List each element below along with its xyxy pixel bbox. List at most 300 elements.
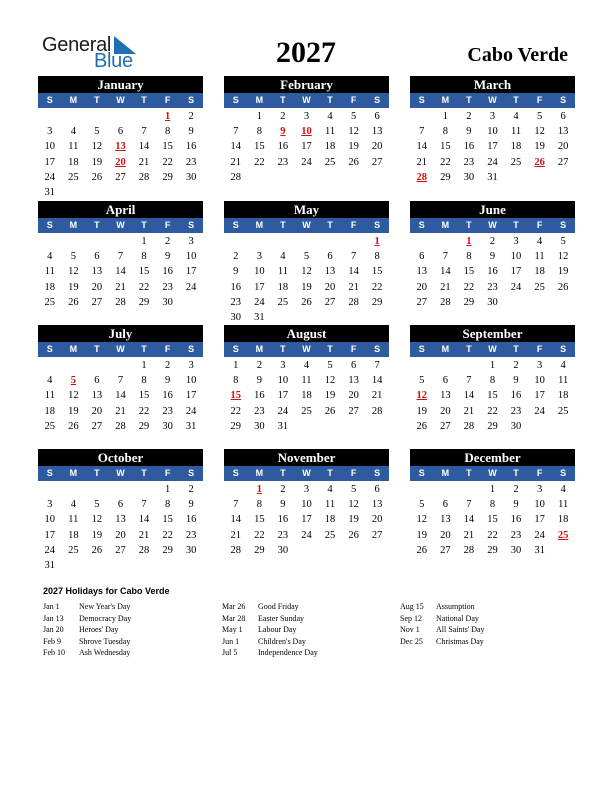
day-cell: 16 [277,141,289,153]
day-cell: 28 [138,171,150,183]
day-cell: 4 [70,499,76,511]
day-cell: 18 [68,529,79,541]
day-cell: 28 [138,544,150,556]
day-cell: 5 [303,251,310,263]
day-cell: 1 [141,236,147,247]
day-cell: 9 [164,375,171,387]
holiday-item [400,636,580,648]
holiday-name: Labour Day [258,625,297,634]
day-cell: 7 [419,126,425,138]
day-cell: 28 [463,420,475,432]
day-cell: 18 [324,141,336,153]
month-title: January [38,76,203,93]
day-cell: 22 [138,405,150,417]
day-cell: 21 [463,405,475,417]
day-cell: 9 [188,126,194,138]
weekday-label: S [418,220,425,230]
day-cell: 8 [141,375,147,387]
weekday-label: S [560,95,567,105]
weekday-label: M [255,468,264,478]
month-april [38,201,203,310]
day-cell: 4 [560,484,566,495]
weekday-label: F [164,95,171,105]
weekday-label: T [513,220,519,230]
empty-cell [342,234,366,249]
holiday-name: Democracy Day [79,613,132,623]
day-cell: 31 [277,420,289,432]
day-cell: 19 [91,529,103,541]
holiday-name: Independence Day [258,648,318,657]
weekday-label: F [536,344,543,354]
day-grid [410,481,575,558]
day-cell: 8 [442,126,448,138]
day-cell: 7 [233,126,239,138]
month-title: February [224,76,389,93]
day-cell: 21 [138,529,150,541]
weekday-header [410,218,575,233]
weekday-label: T [466,220,472,230]
day-cell: 16 [277,514,289,526]
month-title: May [224,201,389,218]
day-cell: 30 [185,171,197,183]
empty-cell [109,358,133,373]
day-cell: 30 [162,420,173,432]
day-cell: 1 [141,360,147,371]
weekday-label: S [374,95,381,105]
day-cell: 19 [324,390,336,402]
weekday-label: T [280,344,286,354]
day-grid [410,357,575,434]
day-cell: 11 [68,141,79,153]
day-cell: 2 [164,360,171,371]
day-cell: 26 [416,544,428,556]
day-cell: 18 [557,390,569,402]
empty-cell [434,234,458,249]
holiday-day-cell: 20 [115,156,126,168]
day-cell: 20 [440,405,451,417]
weekday-label: S [374,344,381,354]
day-cell: 22 [487,405,498,417]
day-cell: 30 [277,544,289,556]
day-cell: 4 [47,375,53,387]
holiday-item [43,647,223,659]
day-grid [224,481,389,558]
weekday-label: S [232,220,239,230]
day-cell: 17 [44,529,56,541]
day-cell: 15 [138,266,150,278]
day-cell: 25 [68,544,79,556]
day-cell: 3 [536,484,543,495]
weekday-label: F [164,344,171,354]
day-cell: 6 [560,111,566,122]
day-cell: 8 [256,499,262,511]
day-cell: 7 [466,499,472,511]
holiday-day-cell: 1 [374,236,380,247]
weekday-label: M [441,95,450,105]
day-cell: 4 [280,251,286,263]
weekday-header [38,342,203,357]
day-cell: 11 [301,375,312,387]
day-cell: 22 [162,156,173,168]
weekday-label: S [560,220,567,230]
day-cell: 27 [348,405,359,417]
day-cell: 13 [371,126,383,138]
month-may [224,201,389,325]
day-cell: 10 [44,141,56,153]
day-cell: 6 [442,375,448,387]
empty-cell [62,109,86,124]
day-cell: 5 [419,499,425,511]
day-cell: 24 [301,529,312,541]
holiday-item [400,601,580,613]
day-cell: 17 [185,266,197,278]
holiday-date: Nov 1 [400,625,420,634]
day-cell: 22 [138,281,150,293]
day-cell: 25 [44,420,56,432]
day-cell: 17 [254,281,265,293]
day-grid [224,108,389,185]
day-cell: 17 [487,141,498,153]
holiday-name: Heroes' Day [79,625,119,634]
weekday-label: T [327,344,333,354]
day-grid [38,108,203,200]
day-cell: 18 [534,266,545,278]
day-cell: 5 [327,360,333,371]
day-cell: 12 [557,251,569,263]
weekday-label: F [164,468,171,478]
empty-cell [132,109,156,124]
day-cell: 13 [416,266,428,278]
holiday-day-cell: 28 [416,171,428,183]
day-cell: 1 [489,484,496,495]
day-cell: 19 [348,141,359,153]
day-cell: 16 [185,514,197,526]
day-cell: 17 [185,390,197,402]
empty-cell [410,482,434,497]
day-cell: 24 [301,156,312,168]
day-cell: 14 [138,141,150,153]
weekday-label: W [116,468,125,478]
weekday-label: T [94,468,100,478]
empty-cell [457,482,481,497]
empty-cell [38,482,62,497]
day-cell: 3 [513,236,519,247]
month-title: October [38,449,203,466]
day-cell: 27 [91,420,103,432]
day-cell: 10 [534,499,545,511]
day-cell: 10 [534,375,545,387]
weekday-label: T [94,220,100,230]
day-cell: 11 [558,499,569,511]
day-cell: 23 [185,529,197,541]
day-cell: 2 [280,111,286,122]
day-cell: 18 [557,514,569,526]
day-cell: 6 [442,499,448,511]
holiday-item [222,647,402,659]
empty-cell [410,234,434,249]
holiday-item [222,624,402,636]
day-cell: 28 [230,171,242,183]
day-cell: 22 [230,405,242,417]
day-grid [224,357,389,434]
empty-cell [434,482,458,497]
day-cell: 13 [557,126,569,138]
day-cell: 2 [513,484,519,495]
empty-cell [38,234,62,249]
weekday-label: T [327,220,333,230]
day-cell: 26 [301,296,312,308]
day-cell: 9 [466,126,472,138]
day-cell: 6 [350,360,357,371]
holiday-date: Dec 25 [400,636,423,646]
weekday-label: F [350,95,357,105]
holiday-name: Easter Sunday [258,613,304,623]
empty-cell [224,234,248,249]
day-cell: 31 [487,171,498,183]
day-cell: 29 [487,544,498,556]
weekday-label: M [255,344,264,354]
day-cell: 26 [68,296,79,308]
month-december [410,449,575,558]
day-cell: 21 [115,405,126,417]
day-cell: 13 [91,266,103,278]
day-cell: 1 [256,111,262,122]
day-cell: 18 [68,156,79,168]
day-cell: 20 [115,529,126,541]
holiday-name: All Saints' Day [436,625,485,634]
day-cell: 3 [303,484,310,495]
day-cell: 24 [277,405,289,417]
holiday-name: Good Friday [258,602,299,611]
day-cell: 25 [277,296,289,308]
holiday-name: Shrove Tuesday [79,636,131,646]
day-cell: 20 [371,141,383,153]
day-cell: 29 [138,420,150,432]
day-cell: 17 [534,514,545,526]
weekday-label: W [302,468,311,478]
day-cell: 23 [162,281,173,293]
day-cell: 21 [416,156,428,168]
day-cell: 12 [68,266,79,278]
day-cell: 24 [44,171,56,183]
holiday-day-cell: 1 [164,111,171,122]
day-cell: 31 [254,311,265,323]
day-cell: 15 [162,514,173,526]
logo-text-blue: Blue [94,50,133,72]
day-cell: 8 [466,251,472,263]
empty-cell [62,358,86,373]
day-cell: 30 [254,420,265,432]
weekday-label: F [350,344,357,354]
day-cell: 31 [44,186,56,198]
day-cell: 27 [557,156,569,168]
weekday-label: M [255,220,264,230]
empty-cell [295,234,319,249]
day-cell: 9 [513,375,519,387]
day-cell: 10 [185,375,197,387]
day-cell: 4 [327,111,333,122]
day-cell: 12 [416,514,428,526]
day-cell: 23 [463,156,475,168]
day-cell: 20 [440,529,451,541]
day-cell: 5 [419,375,425,387]
day-cell: 3 [188,236,194,247]
weekday-label: S [374,220,381,230]
day-cell: 23 [230,296,242,308]
holiday-date: Sep 12 [400,613,422,623]
day-cell: 11 [44,390,55,402]
day-grid [410,233,575,310]
month-title: April [38,201,203,218]
day-cell: 27 [371,529,383,541]
month-october [38,449,203,573]
weekday-header [410,93,575,108]
empty-cell [109,109,133,124]
day-cell: 20 [324,281,336,293]
day-cell: 10 [44,514,56,526]
month-title: September [410,325,575,342]
day-cell: 19 [348,514,359,526]
holiday-date: Mar 26 [222,602,246,611]
holiday-date: Jun 1 [222,636,240,646]
day-cell: 7 [374,360,380,371]
weekday-label: F [536,220,543,230]
weekday-label: S [560,344,567,354]
day-cell: 18 [277,281,289,293]
day-cell: 8 [374,251,380,263]
day-cell: 4 [560,360,566,371]
holiday-item [43,613,223,625]
weekday-label: W [302,344,311,354]
day-cell: 29 [440,171,451,183]
day-cell: 3 [280,360,286,371]
day-cell: 8 [233,375,239,387]
weekday-label: M [69,95,78,105]
day-cell: 25 [324,156,336,168]
day-cell: 14 [138,514,150,526]
day-cell: 4 [536,236,543,247]
month-february [224,76,389,185]
day-cell: 21 [230,529,242,541]
day-cell: 13 [324,266,336,278]
empty-cell [62,482,86,497]
holiday-day-cell: 12 [416,390,428,402]
day-cell: 16 [463,141,475,153]
day-cell: 4 [513,111,519,122]
holiday-day-cell: 10 [301,126,312,138]
weekday-label: W [488,95,497,105]
day-cell: 14 [463,390,475,402]
day-cell: 11 [558,375,569,387]
day-cell: 2 [513,360,519,371]
day-cell: 18 [301,390,312,402]
holiday-name: National Day [436,613,479,623]
month-title: March [410,76,575,93]
day-grid [224,233,389,325]
day-cell: 16 [162,266,173,278]
day-cell: 18 [510,141,522,153]
holiday-day-cell: 26 [534,156,545,168]
weekday-label: S [188,344,195,354]
weekday-label: T [94,95,100,105]
day-cell: 13 [91,390,103,402]
day-cell: 7 [442,251,448,263]
day-cell: 9 [513,499,519,511]
day-cell: 3 [188,360,194,371]
day-cell: 25 [534,281,545,293]
day-cell: 20 [348,390,359,402]
holiday-item [43,636,223,648]
day-cell: 6 [94,375,100,387]
month-march [410,76,575,185]
day-cell: 19 [557,266,569,278]
day-cell: 7 [117,251,124,263]
day-cell: 25 [324,529,336,541]
day-cell: 20 [416,281,428,293]
day-cell: 14 [115,266,126,278]
day-cell: 25 [44,296,56,308]
holiday-name: New Year's Day [79,602,131,611]
weekday-label: S [232,344,239,354]
day-cell: 20 [91,405,103,417]
day-cell: 16 [162,390,173,402]
day-cell: 2 [256,360,262,371]
day-cell: 17 [277,390,289,402]
day-cell: 4 [303,360,310,371]
day-cell: 18 [44,405,56,417]
day-cell: 16 [487,266,498,278]
month-title: December [410,449,575,466]
day-cell: 19 [68,405,79,417]
day-cell: 24 [254,296,265,308]
day-cell: 19 [534,141,545,153]
day-cell: 29 [463,296,475,308]
day-cell: 18 [44,281,56,293]
holiday-date: May 1 [222,625,243,634]
day-cell: 28 [230,544,242,556]
day-cell: 9 [256,375,262,387]
empty-cell [224,109,248,124]
day-cell: 21 [371,390,383,402]
day-cell: 18 [324,514,336,526]
day-cell: 15 [463,266,475,278]
weekday-label: W [488,468,497,478]
weekday-label: W [488,220,497,230]
day-cell: 16 [230,281,242,293]
empty-cell [457,358,481,373]
day-cell: 14 [348,266,359,278]
day-cell: 15 [440,141,451,153]
weekday-label: T [280,468,286,478]
weekday-label: S [188,220,195,230]
day-cell: 7 [141,126,147,138]
day-cell: 11 [277,266,288,278]
empty-cell [410,358,434,373]
holiday-day-cell: 15 [230,390,242,402]
day-cell: 24 [534,529,545,541]
weekday-label: F [536,95,543,105]
day-cell: 28 [371,405,383,417]
holiday-item [222,636,402,648]
day-cell: 21 [230,156,242,168]
empty-cell [85,358,109,373]
day-cell: 8 [141,251,147,263]
day-cell: 16 [510,390,522,402]
weekday-header [38,93,203,108]
day-cell: 19 [416,405,428,417]
holiday-day-cell: 25 [557,529,569,541]
day-cell: 12 [91,141,103,153]
